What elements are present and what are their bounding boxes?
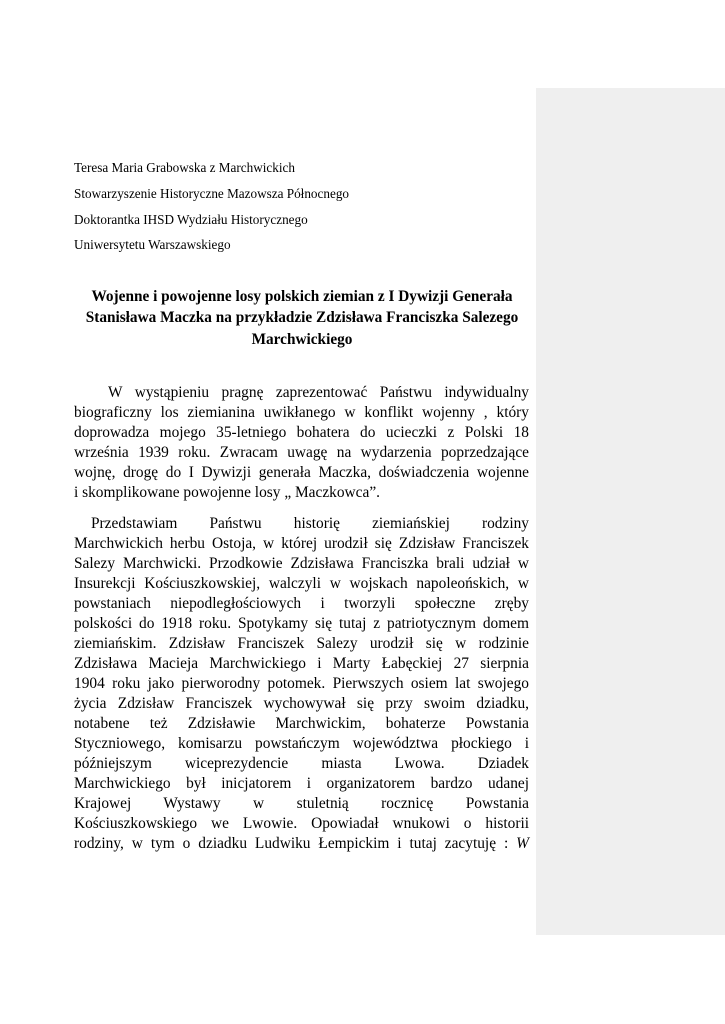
- paragraph-2-line: Zdzisława Macieja Marchwickiego i Marty Łabęckiej 27 sierpnia: [74, 655, 529, 672]
- title-line-3: Marchwickiego: [251, 331, 353, 348]
- paragraph-1-line: W wystąpieniu pragnę zaprezentować Państwu indywidualny: [108, 384, 529, 401]
- paragraph-2-line: Styczniowego, komisarzu powstańczym województwa płockiego i: [74, 735, 529, 752]
- author-society: Stowarzyszenie Historyczne Mazowsza Północnego: [74, 186, 350, 201]
- paragraph-2-line: powstaniach niepodległościowych i tworzyli społeczne zręby: [74, 595, 529, 612]
- paragraph-2-final-text: rodziny, w tym o dziadku Ludwiku Łempickim i tutaj zacytuję :: [74, 835, 509, 852]
- paragraph-2-line: ziemiańskim. Zdzisław Franciszek Salezy urodził się w rodzinie: [74, 635, 529, 652]
- paragraph-2-line: notabene też Zdzisławie Marchwickim, bohaterze Powstania: [74, 715, 529, 732]
- paragraph-1-line: wojnę, drogę do I Dywizji generała Maczka, doświadczenia wojenne: [74, 464, 529, 481]
- paragraph-2-line: życia Zdzisław Franciszek wychowywał się przy swoim dziadku,: [74, 695, 529, 712]
- paragraph-2-line-final: [74, 834, 529, 853]
- title-line-2: Stanisława Maczka na przykładzie Zdzisława Franciszka Salezego: [85, 309, 519, 326]
- paragraph-2-line: Marchwickich herbu Ostoja, w której urodził się Zdzisław Franciszek: [74, 535, 529, 552]
- author-name: Teresa Maria Grabowska z Marchwickich: [74, 160, 295, 175]
- paragraph-1-line: doprowadza mojego 35-letniego bohatera do ucieczki z Polski 18: [74, 424, 529, 441]
- author-doctoral: Doktorantka IHSD Wydziału Historycznego: [74, 212, 308, 227]
- paragraph-2-line: Kościuszkowskiego we Lwowie. Opowiadał wnukowi o historii: [74, 815, 529, 832]
- comment-margin-pane: [536, 88, 725, 935]
- paragraph-1-line: biograficzny los ziemianina uwikłanego w konflikt wojenny , który: [74, 404, 529, 421]
- title-line-1: Wojenne i powojenne losy polskich ziemian z I Dywizji Generała: [91, 288, 513, 305]
- paragraph-2-line: Salezy Marchwicki. Przodkowie Zdzisława Franciszka brali udział w: [74, 555, 529, 572]
- paragraph-1-line: i skomplikowane powojenne losy „ Maczkowca”.: [74, 484, 381, 501]
- paragraph-1-line: września 1939 roku. Zwracam uwagę na wydarzenia poprzedzające: [74, 444, 529, 461]
- paragraph-2-line: Krajowej Wystawy w stuletnią rocznicę Powstania: [74, 795, 529, 812]
- paragraph-2-line: Marchwickiego był inicjatorem i organizatorem bardzo udanej: [74, 775, 529, 792]
- paragraph-2-line: 1904 roku jako pierworodny potomek. Pierwszych osiem lat swojego: [74, 675, 529, 692]
- paragraph-2-line: późniejszym wiceprezydencie miasta Lwowa. Dziadek: [74, 755, 529, 772]
- author-university: Uniwersytetu Warszawskiego: [74, 237, 231, 252]
- paragraph-2-line: Przedstawiam Państwu historię ziemiańskiej rodziny: [91, 515, 529, 532]
- paragraph-2-line: polskości do 1918 roku. Spotykamy się tutaj z patriotycznym domem: [74, 615, 529, 632]
- italic-quote-start: W: [516, 835, 529, 852]
- paragraph-2-line: Insurekcji Kościuszkowskiej, walczyli w wojskach napoleońskich, w: [74, 575, 529, 592]
